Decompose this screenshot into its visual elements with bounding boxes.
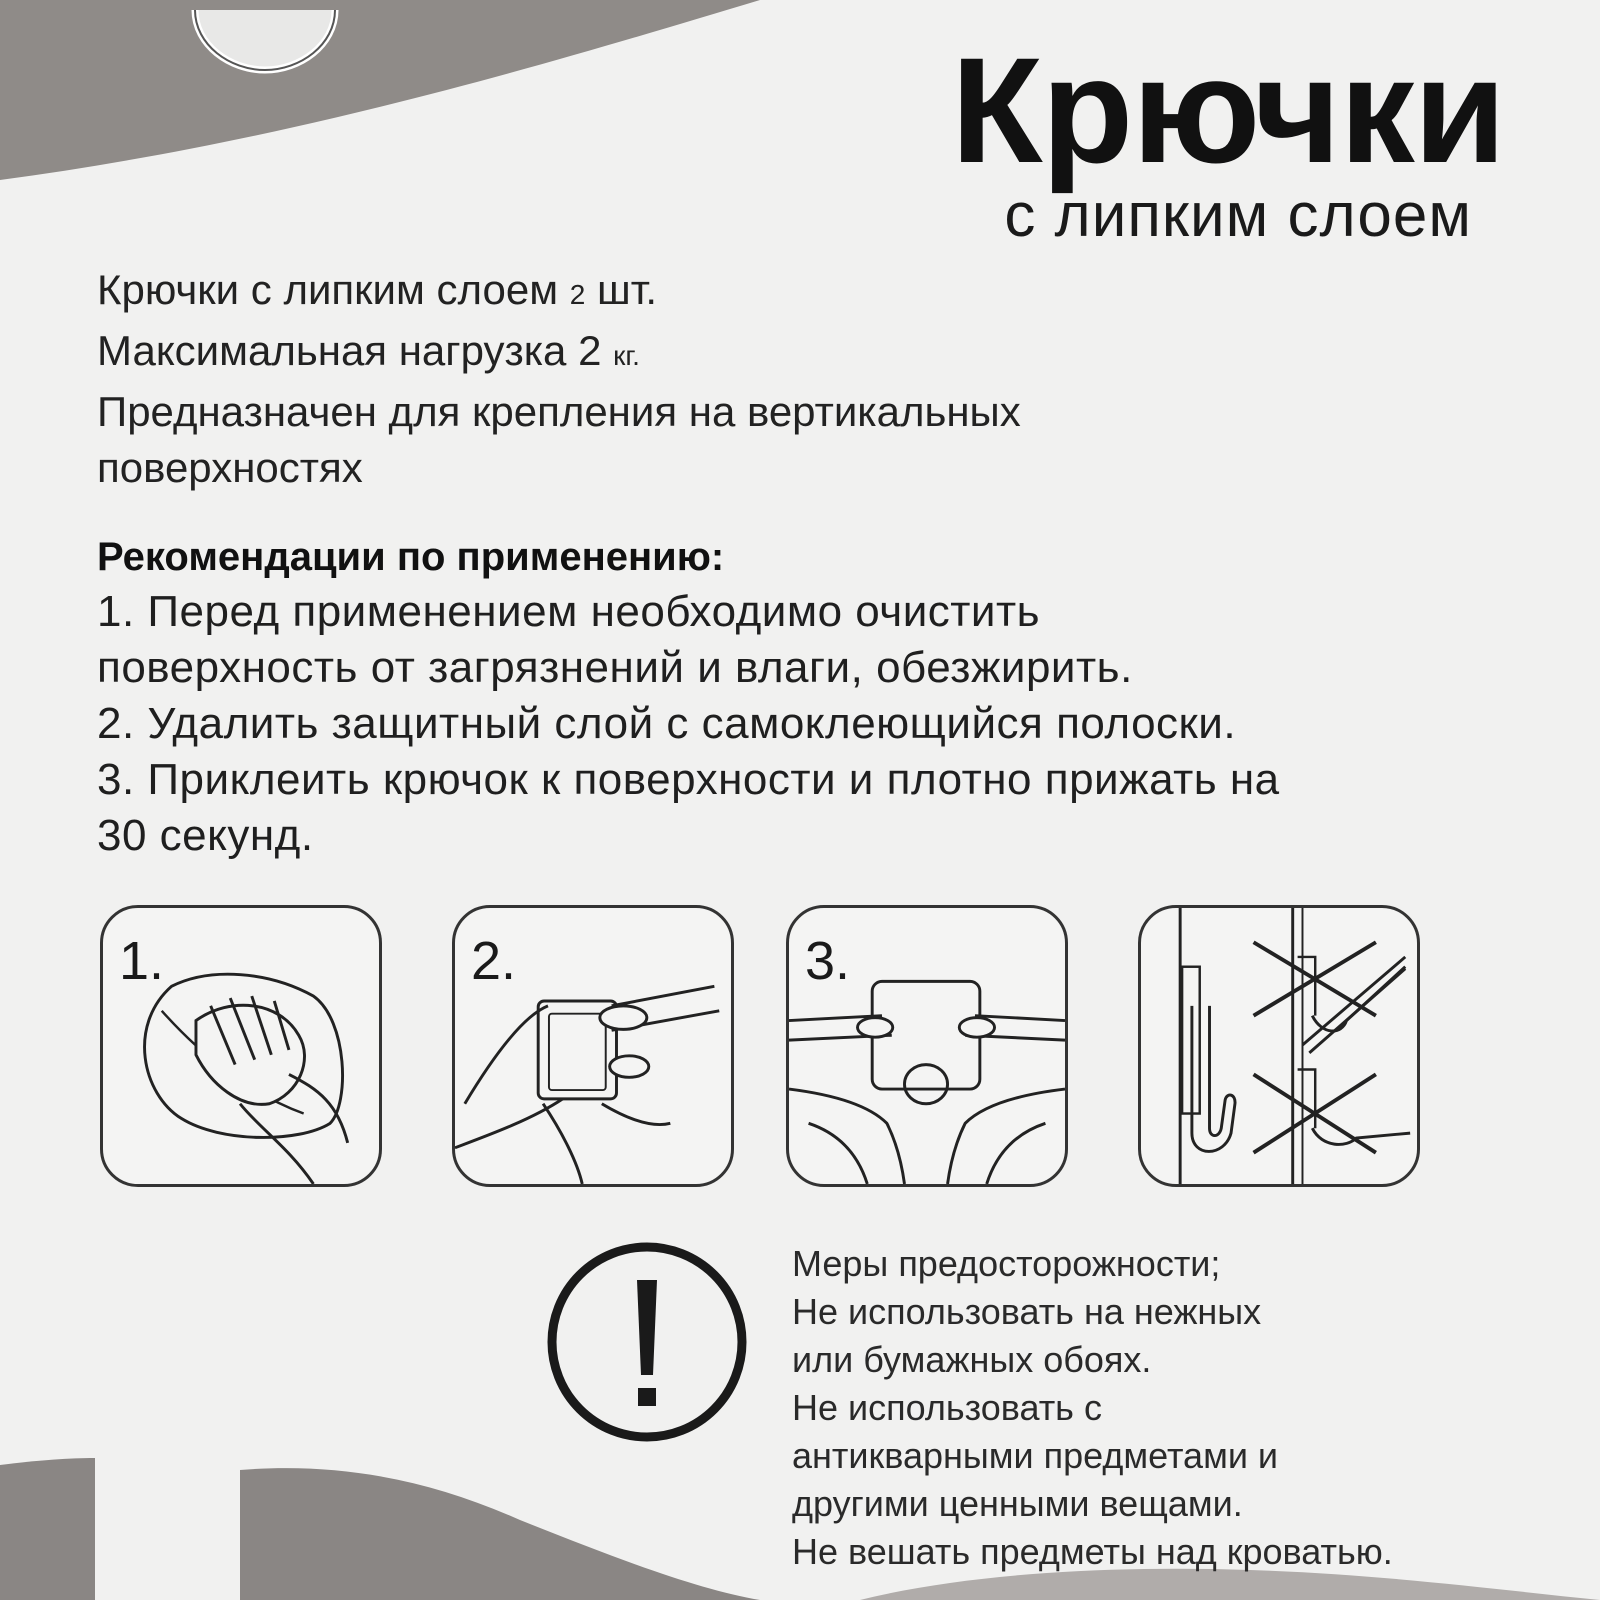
recommendation-line: 1. Перед применением необходимо очистить <box>97 587 1041 636</box>
recommendations-heading: Рекомендации по применению: <box>97 535 725 579</box>
recommendation-line: 30 секунд. <box>97 811 314 860</box>
step-4-panel <box>1138 905 1420 1187</box>
spec-purpose-continued: поверхностях <box>97 444 363 491</box>
recommendation-line: 3. Приклеить крючок к поверхности и плотно прижать на <box>97 755 1280 804</box>
step-2-panel <box>452 905 734 1187</box>
warning-line: антикварными предметами и <box>792 1435 1279 1476</box>
spec-purpose: Предназначен для крепления на вертикальных <box>97 388 1021 435</box>
spec-quantity-text: Крючки с липким слоем <box>97 266 559 313</box>
warning-line: другими ценными вещами. <box>792 1483 1243 1524</box>
warning-line: Не использовать с <box>792 1387 1102 1428</box>
exclamation-circle-icon <box>545 1240 750 1445</box>
spec-quantity <box>97 262 1397 323</box>
spec-max-load-unit: кг. <box>613 340 640 371</box>
warning-line: Не использовать на нежных <box>792 1291 1262 1332</box>
warning-heading: Меры предосторожности; <box>792 1243 1221 1284</box>
hang-hole-icon <box>0 0 400 120</box>
step-1-panel <box>100 905 382 1187</box>
step-number: 1. <box>119 931 165 991</box>
recommendations <box>97 530 1497 864</box>
warning-text <box>792 1240 1582 1576</box>
step-number: 3. <box>805 931 851 991</box>
wrong-usage-icon <box>1141 908 1417 1184</box>
warning-line: или бумажных обоях. <box>792 1339 1152 1380</box>
usage-steps <box>0 905 1600 1205</box>
product-title: Крючки <box>951 26 1505 194</box>
warning-line: Не вешать предметы над кроватью. <box>792 1531 1393 1572</box>
recommendation-line: 2. Удалить защитный слой с самоклеющийся полоски. <box>97 699 1237 748</box>
spec-max-load-value: 2 <box>578 327 602 374</box>
recommendation-line: поверхность от загрязнений и влаги, обезжирить. <box>97 643 1133 692</box>
spec-quantity-value: 2 <box>569 279 586 310</box>
spec-max-load <box>97 323 1397 384</box>
product-subtitle: с липким слоем <box>1004 181 1472 250</box>
product-specs <box>97 262 1397 496</box>
step-3-panel <box>786 905 1068 1187</box>
step-number: 2. <box>471 931 517 991</box>
spec-quantity-unit: шт. <box>597 266 657 313</box>
spec-max-load-text: Максимальная нагрузка <box>97 327 579 374</box>
